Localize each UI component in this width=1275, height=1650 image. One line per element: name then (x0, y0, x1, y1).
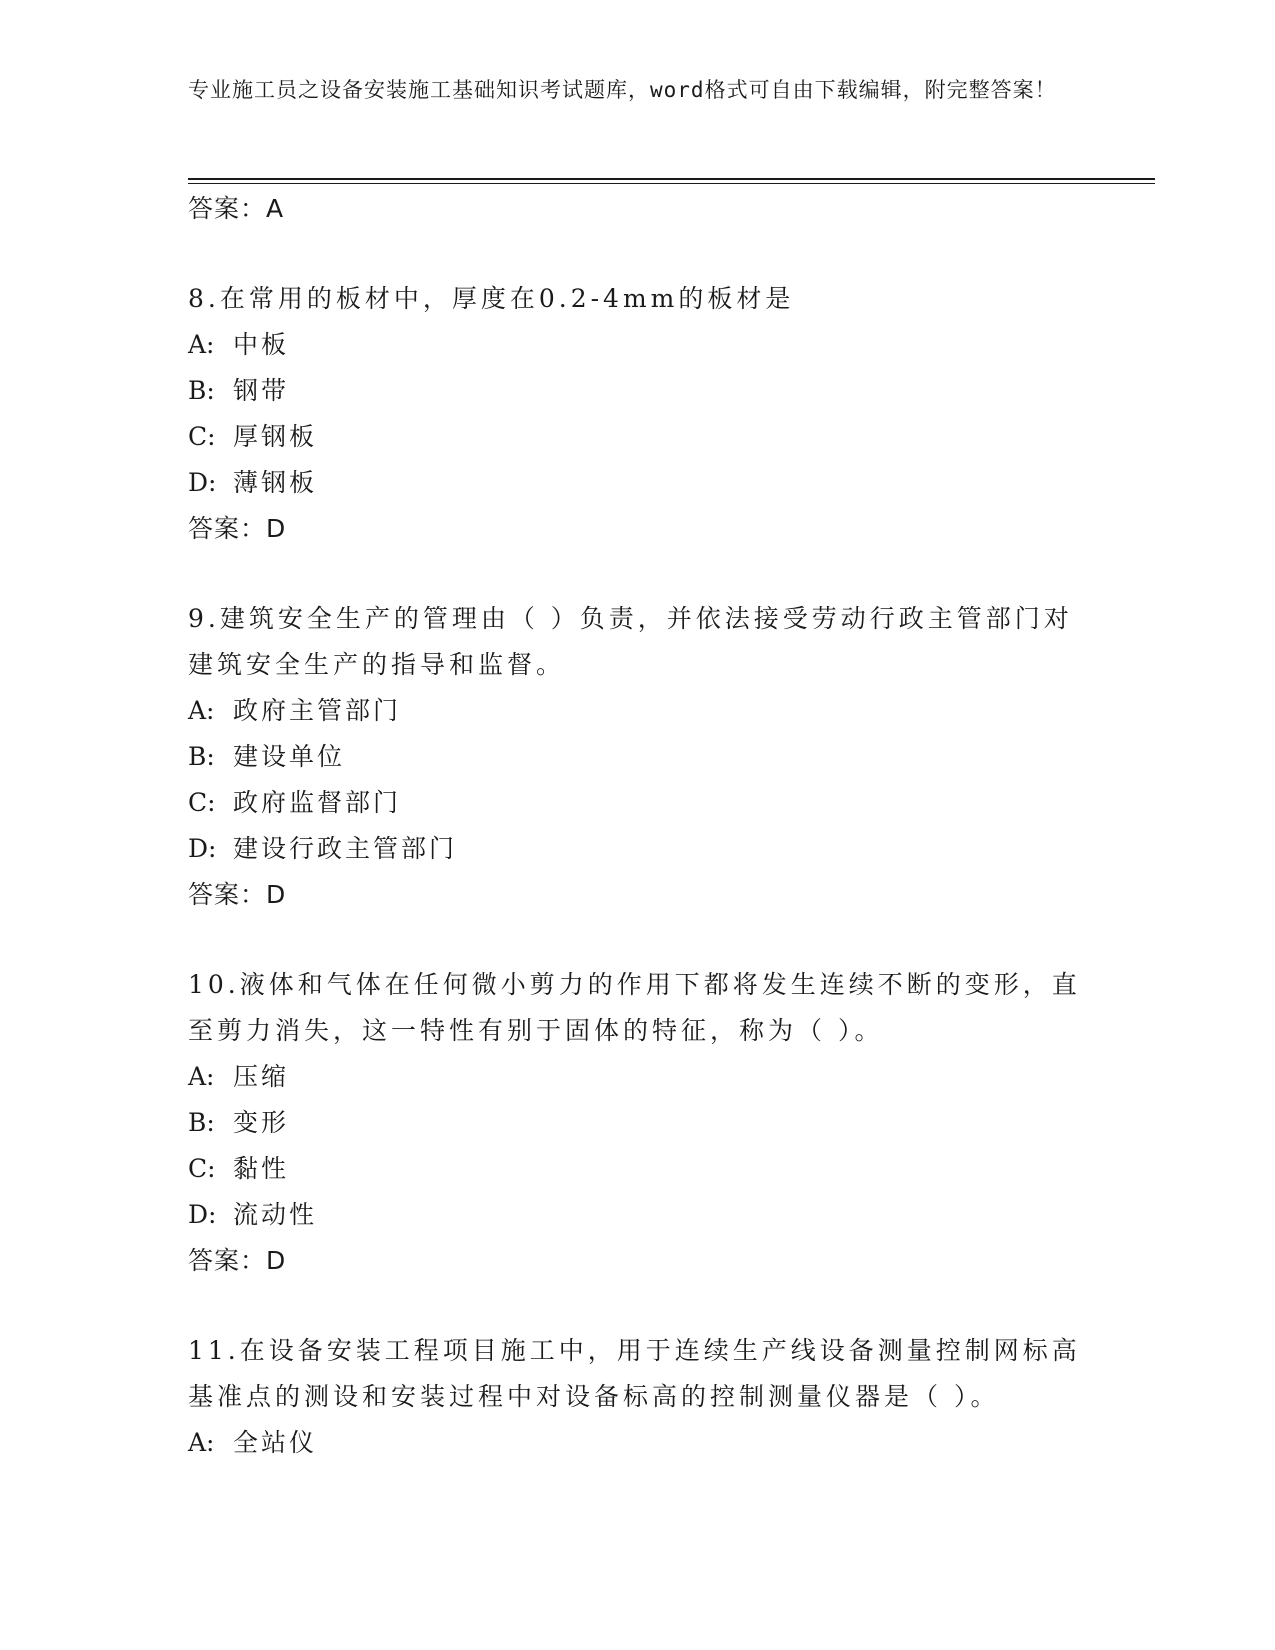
option-text: 压缩 (233, 1062, 290, 1091)
option-d (188, 460, 1088, 506)
question-answer: 答案：D (188, 1246, 287, 1275)
option-label: D: (188, 834, 217, 863)
option-label: C: (188, 1154, 216, 1183)
option-label: B: (188, 376, 215, 405)
question-text: 10.液体和气体在任何微小剪力的作用下都将发生连续不断的变形，直至剪力消失，这一特性有别于固体的特征，称为（ ）。 (188, 970, 1081, 1045)
question-10 (188, 962, 1088, 1284)
option-label: A: (188, 330, 215, 359)
option-a (188, 688, 1088, 734)
option-label: A: (188, 696, 215, 725)
option-c (188, 1146, 1088, 1192)
option-label: A: (188, 1428, 215, 1457)
question-text: 11.在设备安装工程项目施工中，用于连续生产线设备测量控制网标高基准点的测设和安装过程中对设备标高的控制测量仪器是（ ）。 (188, 1336, 1081, 1411)
option-label: B: (188, 742, 215, 771)
option-label: A: (188, 1062, 215, 1091)
option-text: 薄钢板 (233, 468, 318, 497)
question-answer: 答案：D (188, 514, 287, 543)
option-text: 黏性 (233, 1154, 290, 1183)
option-c (188, 414, 1088, 460)
question-answer: 答案：D (188, 880, 287, 909)
option-label: D: (188, 468, 217, 497)
option-text: 厚钢板 (233, 422, 318, 451)
option-d (188, 1192, 1088, 1238)
question-text: 9.建筑安全生产的管理由（ ）负责，并依法接受劳动行政主管部门对建筑安全生产的指导和监督。 (188, 604, 1073, 679)
question-11 (188, 1328, 1088, 1466)
option-text: 中板 (233, 330, 290, 359)
option-label: D: (188, 1200, 217, 1229)
option-label: B: (188, 1108, 215, 1137)
option-text: 流动性 (233, 1200, 318, 1229)
question-9 (188, 596, 1088, 918)
question-8 (188, 276, 1088, 552)
previous-answer: 答案：A (188, 194, 285, 223)
option-label: C: (188, 422, 216, 451)
option-text: 政府监督部门 (233, 788, 402, 817)
option-c (188, 780, 1088, 826)
page-header-text: 专业施工员之设备安装施工基础知识考试题库，word格式可自由下载编辑，附完整答案！ (188, 78, 1057, 102)
header-rule-thick (188, 178, 1155, 180)
option-b (188, 1100, 1088, 1146)
option-a (188, 1054, 1088, 1100)
option-a (188, 1420, 1088, 1466)
document-body (188, 186, 1088, 1466)
option-text: 钢带 (233, 376, 290, 405)
option-text: 建设单位 (233, 742, 346, 771)
option-b (188, 734, 1088, 780)
option-a (188, 322, 1088, 368)
option-text: 全站仪 (233, 1428, 318, 1457)
header-rule-thin (188, 183, 1155, 184)
option-b (188, 368, 1088, 414)
question-text: 8.在常用的板材中，厚度在0.2-4mm的板材是 (188, 284, 795, 313)
option-label: C: (188, 788, 216, 817)
option-text: 政府主管部门 (233, 696, 402, 725)
option-text: 变形 (233, 1108, 290, 1137)
option-d (188, 826, 1088, 872)
option-text: 建设行政主管部门 (233, 834, 458, 863)
